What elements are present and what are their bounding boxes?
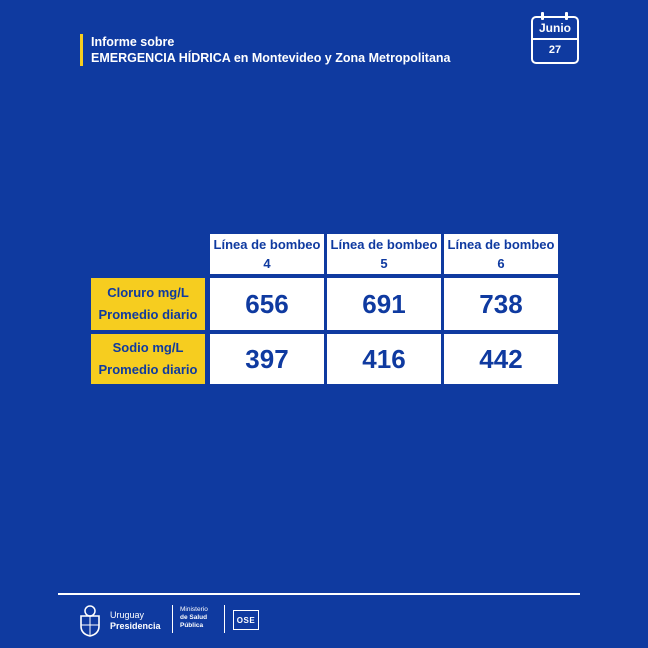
- value-sodio-bombeo-5: 416: [327, 334, 441, 384]
- value-cloruro-bombeo-5: 691: [327, 278, 441, 330]
- report-header: [80, 34, 451, 66]
- column-header-label: Línea de bombeo 4: [213, 237, 321, 271]
- column-header-bombeo-6: [444, 234, 558, 274]
- column-header-label: Línea de bombeo 6: [447, 237, 555, 271]
- header-accent-bar: [80, 34, 83, 66]
- calendar-day: 27: [548, 44, 562, 56]
- column-header-bombeo-5: [327, 234, 441, 274]
- ose-logo: [233, 610, 259, 630]
- calendar-ring-right: [565, 12, 568, 20]
- column-header-bombeo-4: [210, 234, 324, 274]
- value-cloruro-bombeo-4: 656: [210, 278, 324, 330]
- value-sodio-bombeo-4: 397: [210, 334, 324, 384]
- value-cloruro-bombeo-6: 738: [444, 278, 558, 330]
- value-sodio-bombeo-6: 442: [444, 334, 558, 384]
- row-header-cloruro: [91, 278, 205, 330]
- row-header-label: Cloruro mg/L Promedio diario: [98, 285, 198, 322]
- footer-separator: [224, 605, 225, 633]
- footer-divider: [58, 593, 580, 595]
- calendar-month: Junio: [539, 21, 571, 35]
- report-title: [91, 34, 451, 66]
- report-title-line1: Informe sobre: [91, 35, 175, 49]
- ose-logo-text: OSE: [236, 615, 256, 625]
- presidencia-emblem-icon: [72, 602, 108, 638]
- calendar-icon: [531, 16, 579, 64]
- calendar-ring-left: [541, 12, 544, 20]
- report-title-line2: EMERGENCIA HÍDRICA en Montevideo y Zona Metropolitana: [91, 51, 451, 65]
- calendar-divider: [533, 38, 577, 40]
- presidencia-logo-text: [110, 610, 161, 632]
- row-header-label: Sodio mg/L Promedio diario: [98, 340, 198, 377]
- ministerio-line3: Pública: [180, 622, 204, 629]
- ministerio-line1: Ministerio: [180, 606, 208, 613]
- ministerio-logo-text: [180, 606, 208, 630]
- column-header-label: Línea de bombeo 5: [330, 237, 438, 271]
- presidencia-line2: Presidencia: [110, 621, 161, 631]
- presidencia-line1: Uruguay: [110, 610, 145, 620]
- row-header-sodio: [91, 334, 205, 384]
- ministerio-line2: de Salud: [180, 614, 208, 621]
- footer-separator: [172, 605, 173, 633]
